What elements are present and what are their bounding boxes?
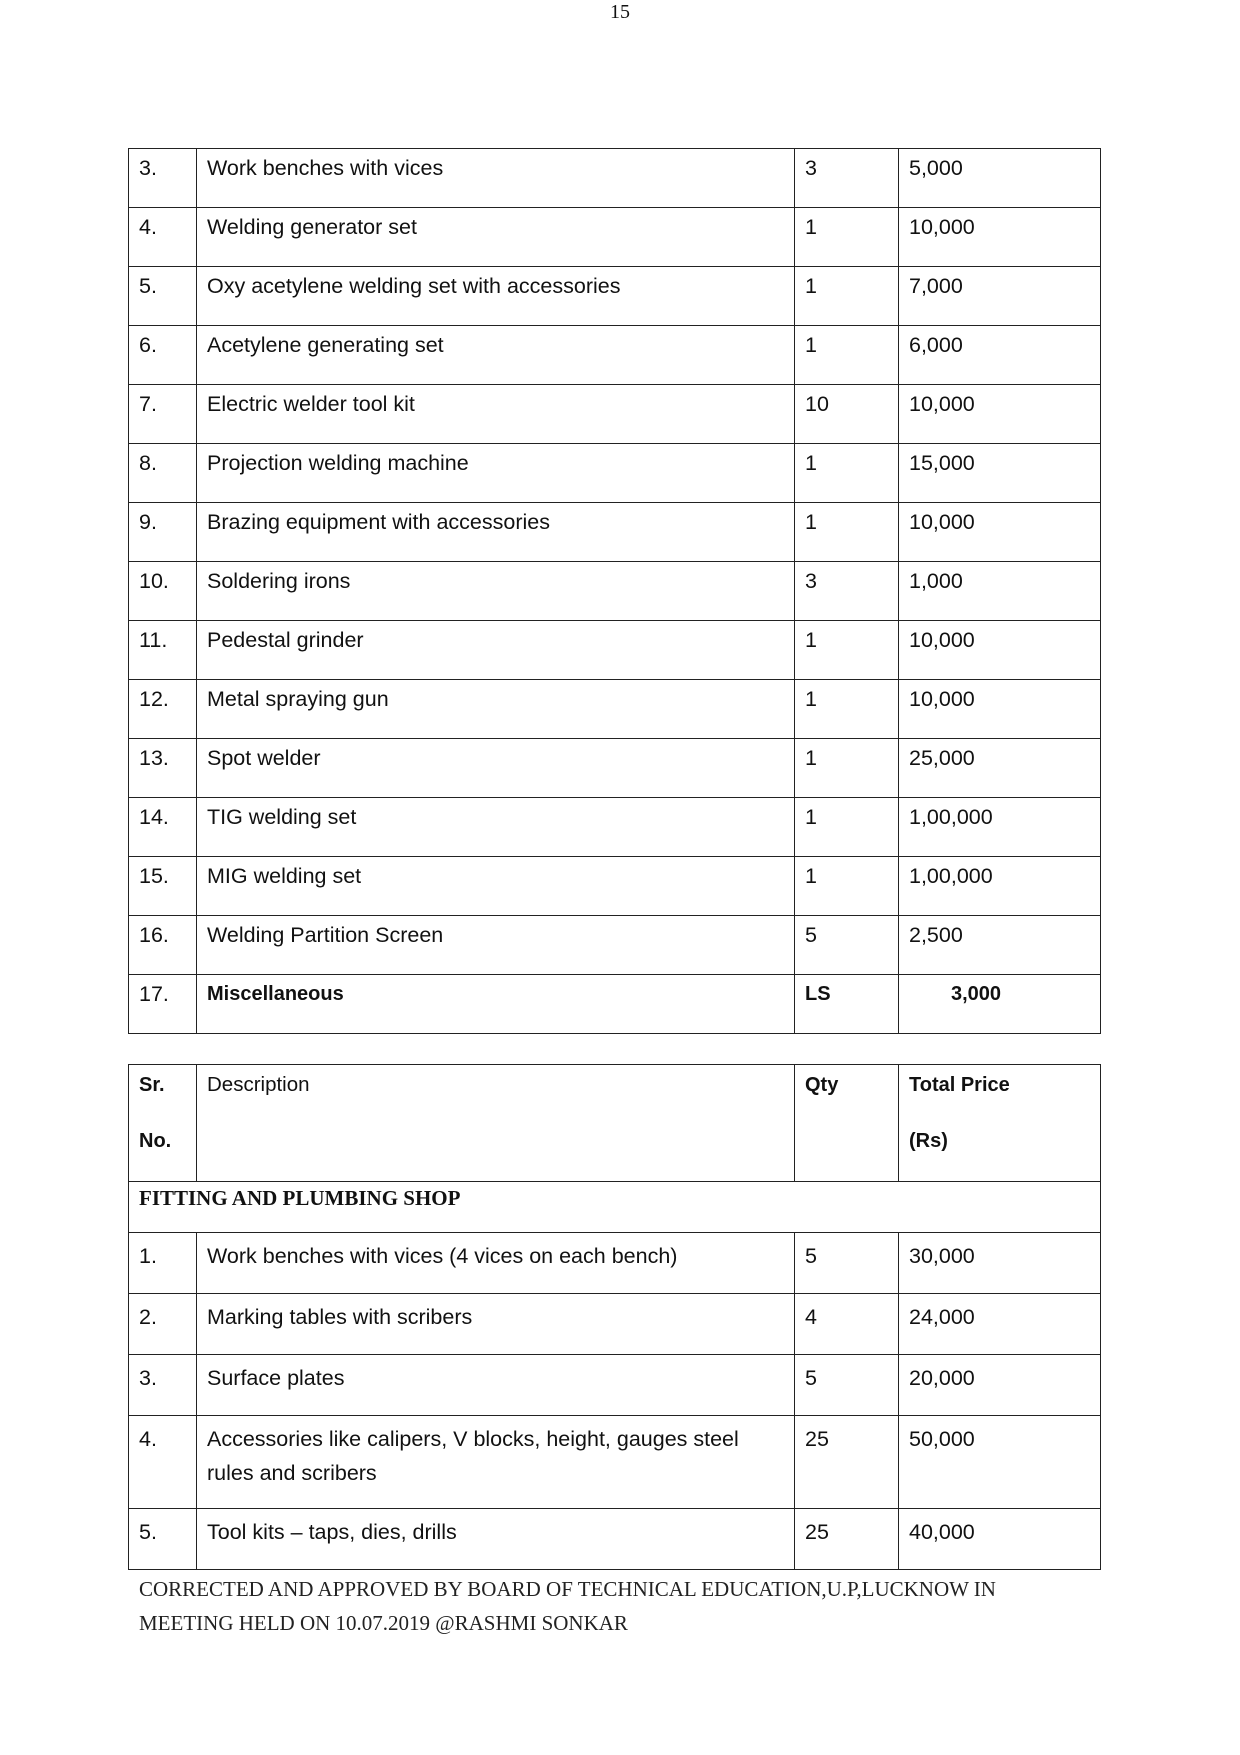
description-cell: Projection welding machine: [197, 444, 795, 503]
price-cell: 2,500: [899, 916, 1101, 975]
description-cell: Surface plates: [197, 1355, 795, 1416]
description-cell: Brazing equipment with accessories: [197, 503, 795, 562]
price-cell: 10,000: [899, 385, 1101, 444]
price-cell: 7,000: [899, 267, 1101, 326]
price-cell: 10,000: [899, 621, 1101, 680]
table-row-miscellaneous: [129, 975, 1101, 1034]
qty-cell: 1: [795, 444, 899, 503]
price-header-line1: Total Price: [909, 1074, 1010, 1096]
qty-cell: 1: [795, 857, 899, 916]
sr-header-line2: No.: [139, 1130, 172, 1152]
table-row: [129, 916, 1101, 975]
qty-header: [795, 1065, 899, 1182]
qty-cell: 1: [795, 503, 899, 562]
price-cell: 40,000: [899, 1509, 1101, 1570]
qty-cell: 25: [795, 1509, 899, 1570]
qty-cell: 3: [795, 562, 899, 621]
price-cell: 5,000: [899, 149, 1101, 208]
section-title: FITTING AND PLUMBING SHOP: [129, 1182, 1101, 1233]
description-cell: Welding Partition Screen: [197, 916, 795, 975]
sr-cell: 6.: [129, 326, 197, 385]
table-row: [129, 680, 1101, 739]
price-cell: 24,000: [899, 1294, 1101, 1355]
price-cell: 1,00,000: [899, 857, 1101, 916]
sr-header: [129, 1065, 197, 1182]
sr-cell: 3.: [129, 149, 197, 208]
qty-cell: LS: [795, 975, 899, 1034]
description-cell: Oxy acetylene welding set with accessories: [197, 267, 795, 326]
price-cell: 20,000: [899, 1355, 1101, 1416]
table-row: [129, 621, 1101, 680]
table-row: [129, 1416, 1101, 1509]
description-cell: Soldering irons: [197, 562, 795, 621]
table-row: [129, 562, 1101, 621]
price-cell: 25,000: [899, 739, 1101, 798]
price-cell: 10,000: [899, 503, 1101, 562]
price-cell: 50,000: [899, 1416, 1101, 1509]
sr-cell: 13.: [129, 739, 197, 798]
sr-cell: 9.: [129, 503, 197, 562]
table-row: [129, 739, 1101, 798]
price-cell: 1,00,000: [899, 798, 1101, 857]
table-row: [129, 208, 1101, 267]
qty-cell: 4: [795, 1294, 899, 1355]
table-row: [129, 1294, 1101, 1355]
sr-cell: 16.: [129, 916, 197, 975]
table-row: [129, 1233, 1101, 1294]
table-row: [129, 326, 1101, 385]
sr-cell: 11.: [129, 621, 197, 680]
table-row: [129, 149, 1101, 208]
qty-cell: 1: [795, 739, 899, 798]
description-cell: Marking tables with scribers: [197, 1294, 795, 1355]
description-cell: Welding generator set: [197, 208, 795, 267]
equipment-table-welding: [128, 148, 1101, 1034]
qty-cell: 25: [795, 1416, 899, 1509]
description-cell: Pedestal grinder: [197, 621, 795, 680]
table-row: [129, 857, 1101, 916]
table-row: [129, 385, 1101, 444]
table-row: [129, 1355, 1101, 1416]
description-cell: Work benches with vices (4 vices on each bench): [197, 1233, 795, 1294]
description-cell: Metal spraying gun: [197, 680, 795, 739]
table-row: [129, 444, 1101, 503]
sr-cell: 8.: [129, 444, 197, 503]
qty-cell: 3: [795, 149, 899, 208]
qty-cell: 5: [795, 1355, 899, 1416]
qty-cell: 1: [795, 326, 899, 385]
page-number: 15: [610, 1, 630, 23]
price-cell: 10,000: [899, 208, 1101, 267]
qty-cell: 5: [795, 916, 899, 975]
qty-cell: 1: [795, 798, 899, 857]
table-row: [129, 1509, 1101, 1570]
qty-cell: 1: [795, 208, 899, 267]
description-cell: TIG welding set: [197, 798, 795, 857]
approval-footer-line2: MEETING HELD ON 10.07.2019 @RASHMI SONKAR: [139, 1611, 628, 1635]
description-cell: Tool kits – taps, dies, drills: [197, 1509, 795, 1570]
price-cell: 3,000: [899, 975, 1101, 1034]
table-header-row: [129, 1065, 1101, 1182]
qty-cell: 5: [795, 1233, 899, 1294]
description-header-label: Description: [207, 1073, 310, 1096]
price-cell: 30,000: [899, 1233, 1101, 1294]
description-cell: MIG welding set: [197, 857, 795, 916]
sr-cell: 1.: [129, 1233, 197, 1294]
sr-cell: 14.: [129, 798, 197, 857]
qty-cell: 1: [795, 621, 899, 680]
sr-cell: 15.: [129, 857, 197, 916]
sr-cell: 5.: [129, 267, 197, 326]
table-row: [129, 503, 1101, 562]
sr-cell: 5.: [129, 1509, 197, 1570]
sr-cell: 4.: [129, 208, 197, 267]
price-header: [899, 1065, 1101, 1182]
equipment-table-fitting-plumbing: [128, 1064, 1101, 1570]
price-header-line2: (Rs): [909, 1130, 948, 1152]
sr-header-line1: Sr.: [139, 1074, 165, 1096]
description-cell: Electric welder tool kit: [197, 385, 795, 444]
description-cell: Acetylene generating set: [197, 326, 795, 385]
qty-cell: 1: [795, 680, 899, 739]
description-cell: Work benches with vices: [197, 149, 795, 208]
approval-footer: [139, 1572, 1119, 1640]
sr-cell: 2.: [129, 1294, 197, 1355]
price-cell: 6,000: [899, 326, 1101, 385]
description-cell: Spot welder: [197, 739, 795, 798]
sr-cell: 17.: [129, 975, 197, 1034]
price-cell: 15,000: [899, 444, 1101, 503]
sr-cell: 10.: [129, 562, 197, 621]
approval-footer-line1: CORRECTED AND APPROVED BY BOARD OF TECHNICAL EDUCATION,U.P,LUCKNOW IN: [139, 1577, 996, 1601]
sr-cell: 3.: [129, 1355, 197, 1416]
qty-cell: 10: [795, 385, 899, 444]
price-cell: 10,000: [899, 680, 1101, 739]
table-row: [129, 798, 1101, 857]
description-header: [197, 1065, 795, 1182]
qty-header-label: Qty: [805, 1074, 839, 1096]
sr-cell: 7.: [129, 385, 197, 444]
section-title-row: [129, 1182, 1101, 1233]
description-cell: Miscellaneous: [197, 975, 795, 1034]
sr-cell: 4.: [129, 1416, 197, 1509]
table-row: [129, 267, 1101, 326]
description-cell: Accessories like calipers, V blocks, height, gauges steel rules and scribers: [197, 1416, 795, 1509]
price-cell: 1,000: [899, 562, 1101, 621]
qty-cell: 1: [795, 267, 899, 326]
sr-cell: 12.: [129, 680, 197, 739]
